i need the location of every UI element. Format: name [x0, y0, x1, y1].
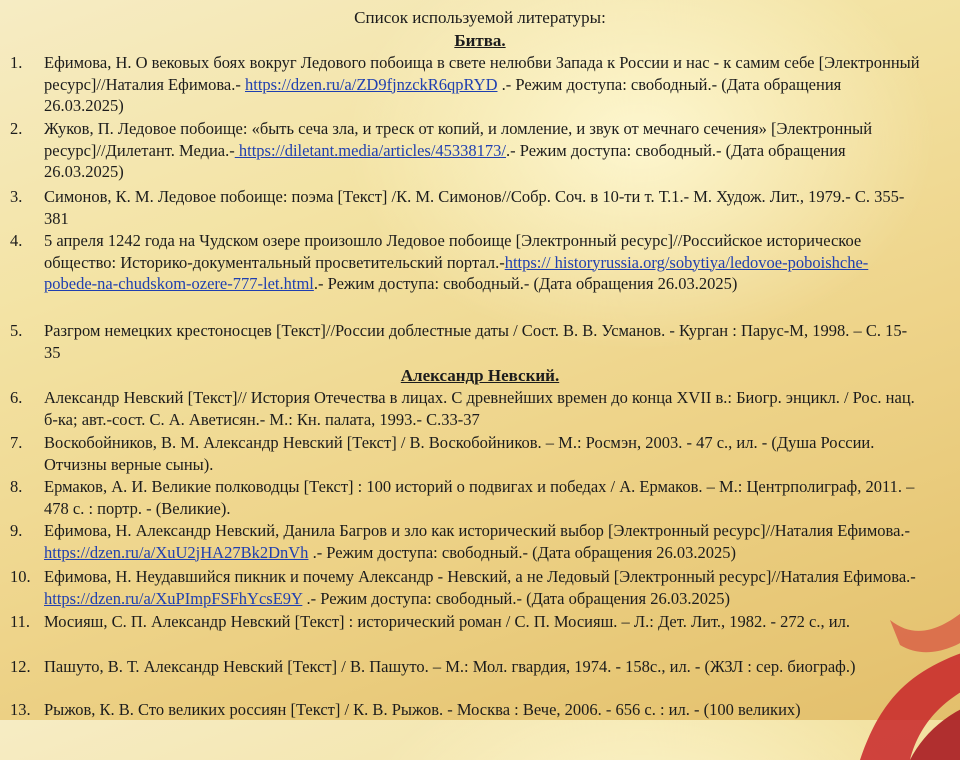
item-number: 10. — [10, 567, 31, 586]
item-link[interactable]: https://diletant.media/articles/45338173/ — [234, 140, 507, 160]
item-number: 3. — [10, 187, 23, 206]
item-text: Пашуто, В. Т. Александр Невский [Текст] / В. Пашуто. – М.: Мол. гвардия, 1974. - 158с., ил. - (ЖЗЛ : сер. биограф.) — [44, 657, 856, 676]
item-text-after: .- Режим доступа: свободный.- (Дата обращения 26.03.2025) — [44, 74, 842, 115]
item-text: Воскобойников, В. М. Александр Невский [Текст] / В. Воскобойников. – М.: Росмэн, 2003. - 47 с., ил. - (Душа России. Отчизны верные сыны). — [44, 433, 875, 474]
item-text: Мосияш, С. П. Александр Невский [Текст] : исторический роман / С. П. Мосияш. – Л.: Дет. Лит., 1982. - 272 с., ил. — [44, 612, 850, 631]
item-text: 5 апреля 1242 года на Чудском озере произошло Ледовое побоище [Электронный ресурс]//Российское историческое общество: Историко-документальный просветительский портал.- — [44, 231, 862, 272]
list-item — [10, 186, 920, 229]
item-text: Симонов, К. М. Ледовое побоище: поэма [Текст] /К. М. Симонов//Собр. Соч. в 10-ти т. Т.1.- М. Худож. Лит., 1979.- С. 355-381 — [44, 187, 905, 228]
item-number: 12. — [10, 657, 31, 676]
list-item — [10, 432, 920, 475]
item-number: 4. — [10, 231, 23, 250]
list-item — [10, 387, 920, 430]
section-heading-battle: Битва. — [454, 31, 506, 50]
item-number: 7. — [10, 433, 23, 452]
list-item — [10, 699, 920, 721]
item-text: Жуков, П. Ледовое побоище: «быть сеча зла, и треск от копий, и ломление, и звук от мечнаго сечения» [Электронный ресурс]//Дилетант. Медиа.- — [44, 119, 873, 160]
item-link[interactable]: https://dzen.ru/a/ZD9fjnzckR6qpRYD — [244, 74, 498, 94]
item-text: Рыжов, К. В. Сто великих россиян [Текст] / К. В. Рыжов. - Москва : Вече, 2006. - 656 с. : ил. - (100 великих) — [44, 700, 801, 719]
item-text: Ефимова, Н. Александр Невский, Данила Багров и зло как исторический выбор [Электронный ресурс]//Наталия Ефимова.- — [44, 521, 911, 540]
item-number: 5. — [10, 321, 23, 340]
item-text: Ермаков, А. И. Великие полководцы [Текст] : 100 историй о подвигах и победах / А. Ермаков. – М.: Центрполиграф, 2011. – 478 с. : портр. - (Великие). — [44, 477, 915, 518]
list-item — [10, 118, 920, 183]
list-item — [10, 520, 920, 563]
list-item — [10, 566, 920, 609]
list-item — [10, 656, 920, 678]
item-number: 13. — [10, 700, 31, 719]
item-text-after: .- Режим доступа: свободный.- (Дата обращения 26.03.2025) — [302, 588, 730, 608]
list-item — [10, 230, 920, 295]
item-number: 11. — [10, 612, 31, 631]
item-text: Разгром немецких крестоносцев [Текст]//России доблестные даты / Сост. В. В. Усманов. - Курган : Парус-М, 1998. – С. 15-35 — [44, 321, 908, 362]
item-link[interactable]: https://dzen.ru/a/XuU2jHA27Bk2DnVh — [44, 542, 309, 562]
item-number: 6. — [10, 388, 23, 407]
page-title: Список используемой литературы: — [354, 8, 606, 27]
item-text: Александр Невский [Текст]// История Отечества в лицах. С древнейших времен до конца XVII в.: Биогр. энцикл. / Рос. нац. б-ка; авт.-сост. С. А. Аветисян.- М.: Кн. палата, 1993.- С.33-37 — [44, 388, 915, 429]
list-item — [10, 476, 920, 519]
list-item — [10, 320, 920, 363]
item-text-after: .- Режим доступа: свободный.- (Дата обращения 26.03.2025) — [313, 274, 738, 293]
list-item — [10, 611, 920, 633]
item-number: 2. — [10, 119, 23, 138]
item-text: Ефимова, Н. О вековых боях вокруг Ледового побоища в свете нелюбви Запада к России и нас - к самим себе [Электронный ресурс]//Наталия Ефимова.- — [44, 53, 920, 94]
item-text: Ефимова, Н. Неудавшийся пикник и почему Александр - Невский, а не Ледовый [Электронный ресурс]//Наталия Ефимова.- — [44, 567, 916, 586]
item-link[interactable]: https:// historyrussia.org/sobytiya/ledovoe-poboishche-pobede-na-chudskom-ozere-777-let.html — [44, 252, 869, 293]
section-heading-nevsky: Александр Невский. — [400, 366, 560, 385]
item-text-after: .- Режим доступа: свободный.- (Дата обращения 26.03.2025) — [44, 140, 846, 181]
item-text-after: .- Режим доступа: свободный.- (Дата обращения 26.03.2025) — [308, 542, 737, 562]
item-link[interactable]: https://dzen.ru/a/XuPImpFSFhYcsE9Y — [44, 588, 303, 608]
list-item — [10, 52, 920, 117]
item-number: 1. — [10, 53, 23, 72]
item-number: 8. — [10, 477, 23, 496]
item-number: 9. — [10, 521, 23, 540]
